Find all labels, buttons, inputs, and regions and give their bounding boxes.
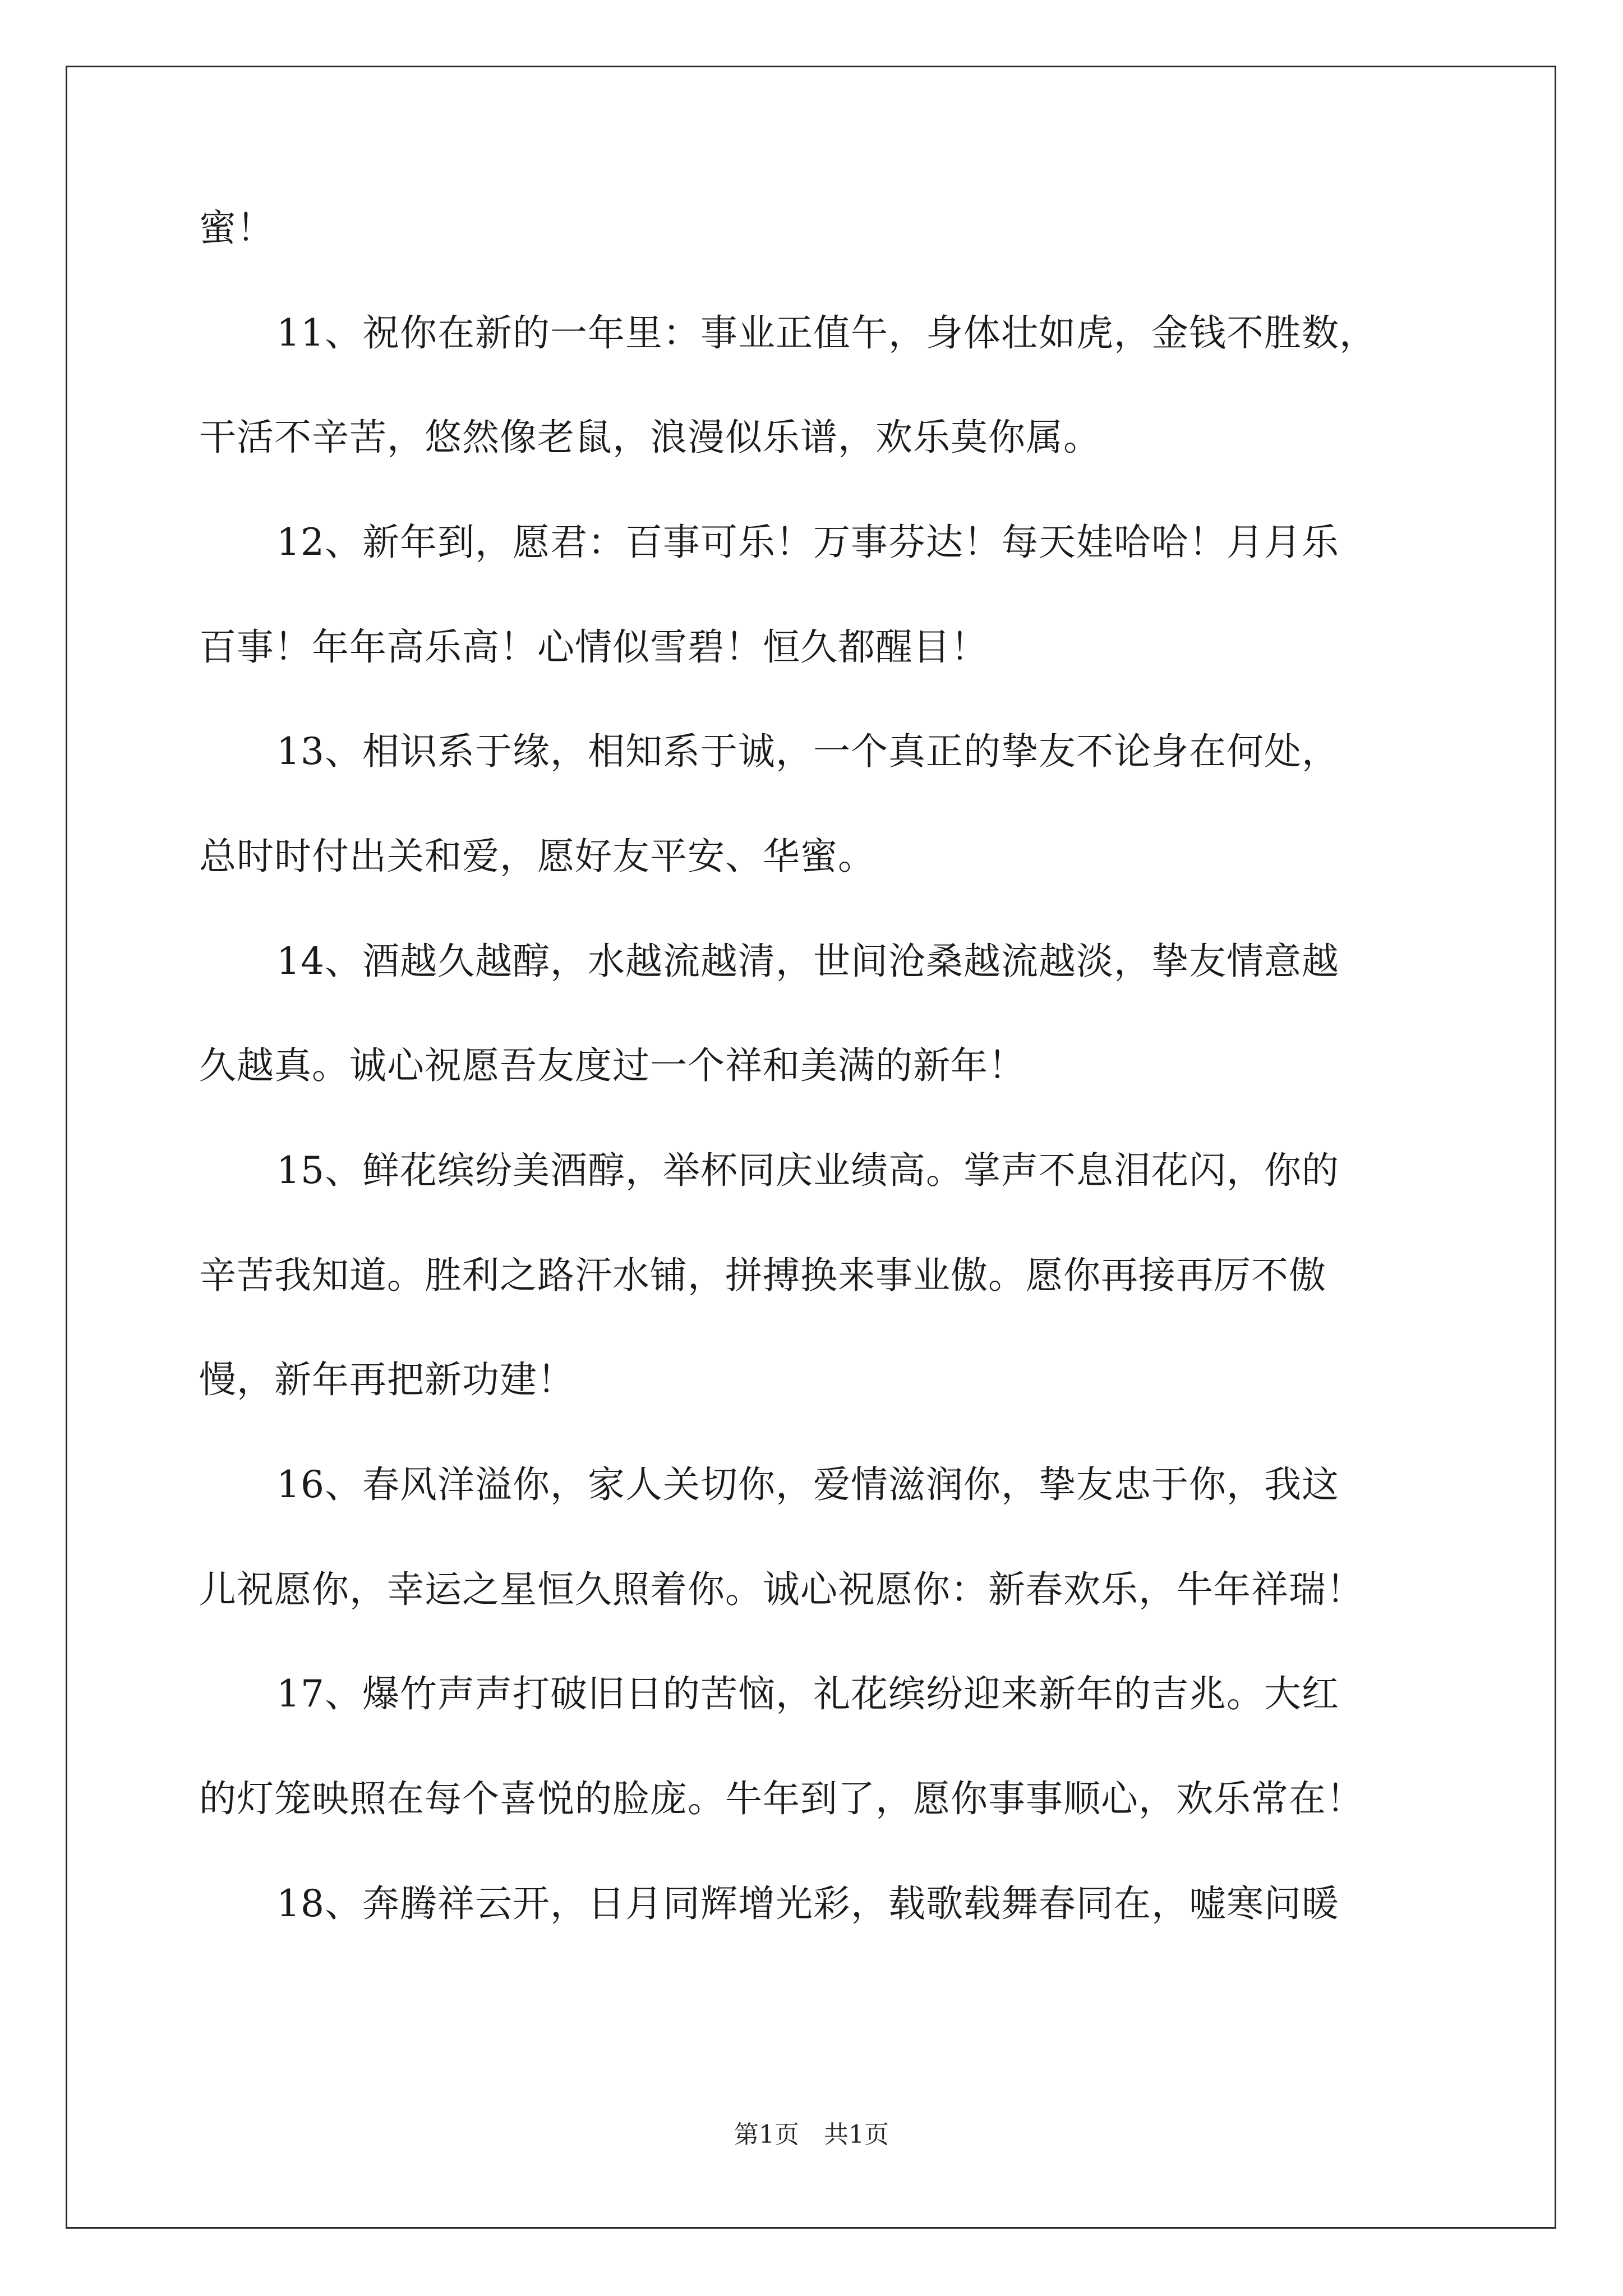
- text-line: 18、奔腾祥云开，日月同辉增光彩，载歌载舞春同在，嘘寒问暖: [276, 1882, 1339, 1925]
- page-footer: 第1页 共1页: [734, 2120, 889, 2149]
- text-line: 15、鲜花缤纷美酒醇，举杯同庆业绩高。掌声不息泪花闪，你的: [276, 1149, 1339, 1192]
- text-line: 蜜！: [199, 206, 274, 250]
- text-line: 辛苦我知道。胜利之路汗水铺，拼搏换来事业傲。愿你再接再厉不傲: [199, 1254, 1326, 1297]
- text-line: 总时时付出关和爱，愿好友平安、华蜜。: [199, 835, 875, 878]
- text-line: 11、祝你在新的一年里：事业正值午，身体壮如虎，金钱不胜数，: [276, 311, 1377, 355]
- text-line: 的灯笼映照在每个喜悦的脸庞。牛年到了，愿你事事顺心，欢乐常在！: [199, 1777, 1364, 1820]
- text-line: 慢，新年再把新功建！: [199, 1358, 575, 1401]
- text-line: 14、酒越久越醇，水越流越清，世间沧桑越流越淡，挚友情意越: [276, 940, 1339, 983]
- text-line: 17、爆竹声声打破旧日的苦恼，礼花缤纷迎来新年的吉兆。大红: [276, 1672, 1339, 1715]
- text-line: 儿祝愿你，幸运之星恒久照着你。诚心祝愿你：新春欢乐，牛年祥瑞！: [199, 1568, 1364, 1611]
- text-line: 久越真。诚心祝愿吾友度过一个祥和美满的新年！: [199, 1044, 1026, 1087]
- text-line: 16、春风洋溢你，家人关切你，爱情滋润你，挚友忠于你，我这: [276, 1463, 1339, 1506]
- text-line: 百事！年年高乐高！心情似雪碧！恒久都醒目！: [199, 625, 988, 669]
- text-line: 干活不辛苦，悠然像老鼠，浪漫似乐谱，欢乐莫你属。: [199, 416, 1101, 459]
- text-line: 13、相识系于缘，相知系于诚，一个真正的挚友不论身在何处，: [276, 730, 1339, 773]
- text-line: 12、新年到，愿君：百事可乐！万事芬达！每天娃哈哈！月月乐: [276, 521, 1339, 564]
